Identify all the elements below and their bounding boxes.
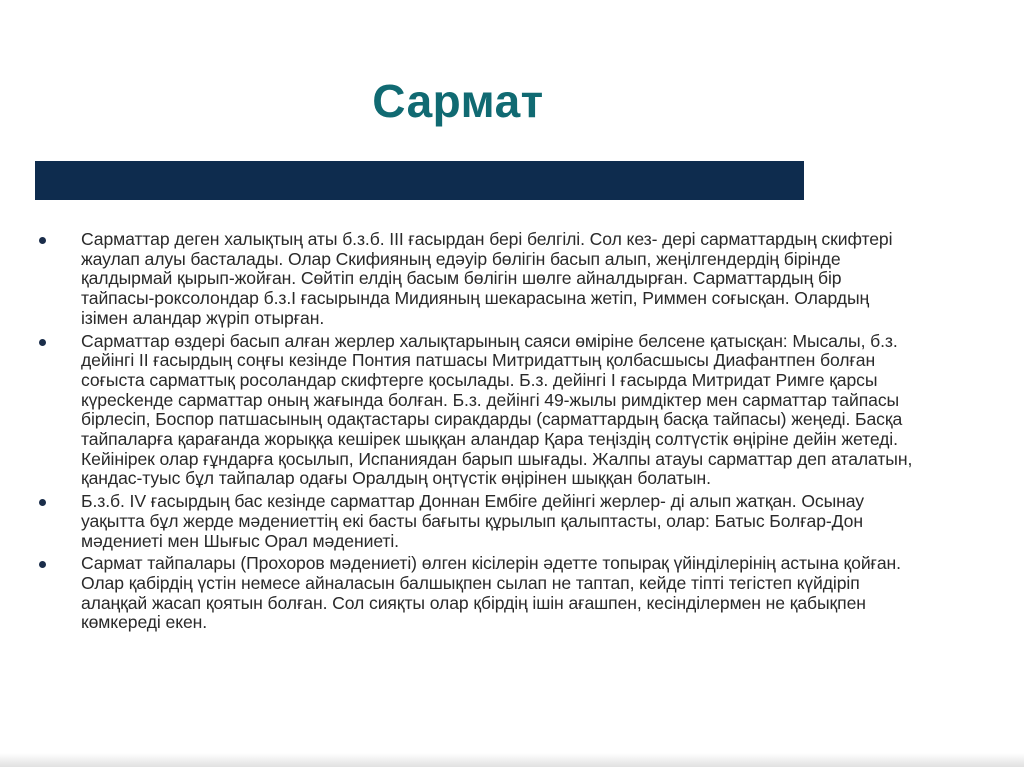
bullet-text-2: Сарматтар өздері басып алған жерлер халықтарының саяси өміріне белсене қатысқан: Мысалы, б.з. дейінгі ІІ ғасырдың соңғы кезінде Понтия патшасы Митридаттың қолбасшысы Диафантпен болған соғыста сарматтық росоландар скифтерге қосылады. Б.з. дейінгі І ғасырда Митридат Римге қарсы күресkенде сарматтар оның жағында болған. Б.з. дейінгі 49-жылы римдіктер мен сарматтар тайпасы бірлесіп, Боспор патшасының одақтастары сиракдарды (сарматтардың басқа тайпасы) жеңеді. Басқа тайпаларға қарағанда жорыққа кешірек шыққан аландар Қара теңіздің солтүстік өңіріне дейін жетеді. Кейінірек олар ғұндарға қосылып, Испаниядан барып шығады. Жалпы атауы сарматтар деп аталатын, қандас-туыс бұл тайпалар одағы Оралдың оңтүстік өңірінен шыққан болатын. [81, 330, 913, 489]
bullet-icon [39, 339, 46, 346]
slide-title: Сармат [372, 75, 544, 127]
bullet-icon [39, 237, 46, 244]
bullet-item-4 [38, 554, 918, 633]
page-shadow [0, 753, 1024, 767]
bullet-item-3 [38, 492, 918, 551]
bullet-text-4: Сармат тайпалары (Прохоров мәдениеті) өлген кісілерін әдетте топырақ үйінділерінің астына қойған. Олар қабірдің үстін немесе айналасын балшықпен сылап не таптап, кейде тіпті тегістеп күйдіріп алаңқай жасап қоятын болған. Сол сияқты олар қбірдің ішін ағашпен, кесінділермен не қабықпен көмкереді екен. [81, 553, 901, 633]
bullet-text-1: Сарматтар деген халықтың аты б.з.б. ІІІ ғасырдан бері белгілі. Сол кез- дері сарматтардың скифтері жаулап алуы басталады. Олар Скифияның едәуір бөлігін басып алып, жеңілгендердің бірінде қалдырмай қырып-жойған. Сөйтіп елдің басым бөлігін шөлге айналдырған. Сарматтардың бір тайпасы-роксолондар б.з.І ғасырында Мидияның шекарасына жетіп, Риммен соғысқан. Олардың ізімен аландар жүріп отырған. [81, 229, 893, 328]
title-band [35, 161, 804, 200]
bullet-list [38, 230, 918, 636]
bullet-item-1 [38, 230, 918, 329]
bullet-item-2 [38, 332, 918, 490]
bullet-text-3: Б.з.б. IV ғасырдың бас кезінде сарматтар Доннан Ембіге дейінгі жерлер- ді алып жатқан. Осынау уақытта бұл жерде мәдениеттің екі басты бағыты құрылып қалыптасты, олар: Батыс Болғар-Дон мәдениеті мен Шығыс Орал мәдениеті. [81, 491, 864, 551]
bullet-icon [39, 499, 46, 506]
bullet-icon [39, 561, 46, 568]
